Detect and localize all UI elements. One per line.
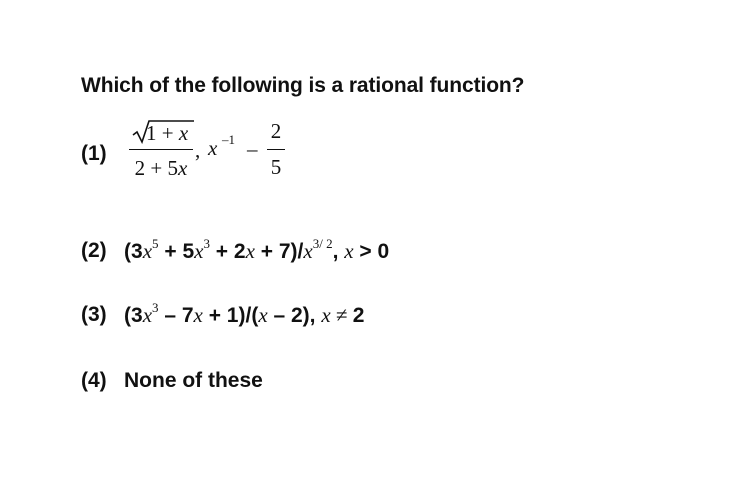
option-3-expression xyxy=(124,300,365,328)
option-3-neq: ≠ xyxy=(330,303,353,327)
option-2-part: + 7)/ xyxy=(254,240,304,263)
option-2-var: x xyxy=(303,239,313,263)
option-2-part: > 0 xyxy=(353,240,390,263)
option-1-frac2-denominator: 5 xyxy=(270,155,282,179)
option-1-x-term: x xyxy=(208,136,218,160)
option-3-part: – 7 xyxy=(158,304,194,327)
option-1-expression xyxy=(124,110,324,190)
option-2-var: x xyxy=(194,239,204,263)
option-1-frac2-bar xyxy=(267,149,285,150)
option-2-part: (3 xyxy=(124,240,143,263)
option-1-radicand: 1 + x xyxy=(146,121,189,145)
option-2-part: , xyxy=(332,240,345,263)
option-3-var: x xyxy=(258,303,268,327)
option-1-fraction-bar xyxy=(129,149,193,150)
option-1-denominator: 2 + 5x xyxy=(134,156,188,180)
option-3-exp: 3 xyxy=(152,300,159,315)
option-2-number: (2) xyxy=(81,239,107,262)
option-3-part: 2 xyxy=(352,304,365,327)
option-2-var: x xyxy=(142,239,153,263)
option-3-part: + 1)/( xyxy=(202,304,259,327)
option-3-var: x xyxy=(321,303,331,327)
option-1-number: (1) xyxy=(81,142,107,165)
option-2-part: + 5 xyxy=(158,240,195,263)
option-1-numerator xyxy=(128,116,194,145)
option-4-number: (4) xyxy=(81,369,107,392)
option-3-number: (3) xyxy=(81,303,107,326)
option-3-var: x xyxy=(142,303,153,327)
option-1-comma: , xyxy=(195,138,201,162)
option-2-var: x xyxy=(245,239,255,263)
option-2-exp: 3/ 2 xyxy=(312,236,333,251)
option-3-part: – 2), xyxy=(267,304,322,327)
option-2-expression xyxy=(124,236,390,264)
option-3-part: (3 xyxy=(124,304,143,327)
option-2-part: + 2 xyxy=(209,240,246,263)
option-4-text: None of these xyxy=(124,369,263,392)
option-2-exp: 5 xyxy=(152,236,159,251)
question-text: Which of the following is a rational function? xyxy=(81,74,525,97)
option-1-x-exponent: –1 xyxy=(222,132,235,147)
option-1-minus: – xyxy=(247,137,258,161)
option-3-var: x xyxy=(193,303,203,327)
option-1-frac2-numerator: 2 xyxy=(270,119,282,143)
option-2-var: x xyxy=(344,239,354,263)
option-2-exp: 3 xyxy=(203,236,210,251)
